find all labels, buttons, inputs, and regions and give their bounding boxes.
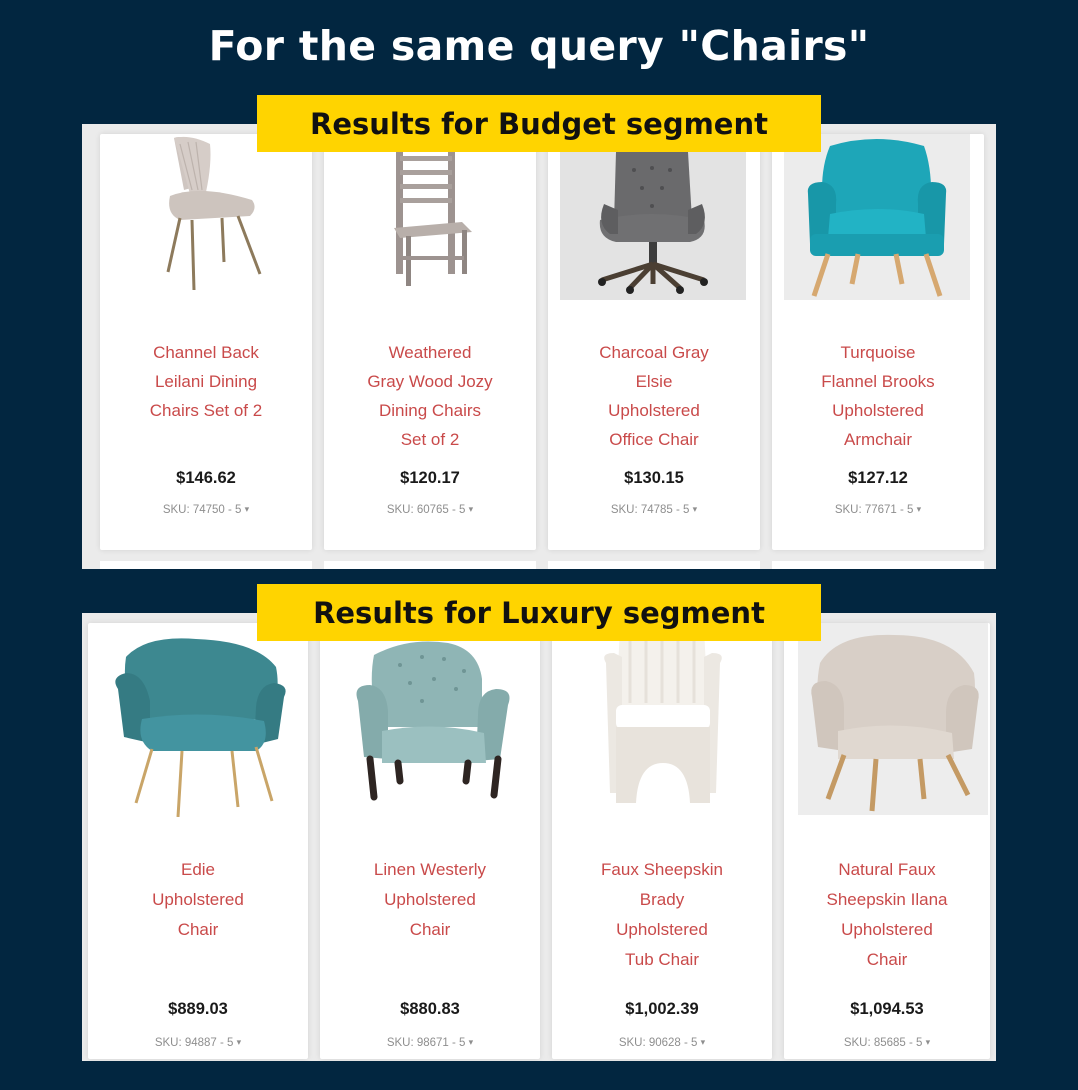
office-chair-image[interactable] (560, 134, 746, 300)
product-card[interactable] (552, 623, 772, 1059)
product-card[interactable] (772, 134, 984, 550)
product-sku[interactable]: SKU: 90628 - 5 ▾ (618, 1037, 706, 1049)
next-row-card-edge (772, 561, 984, 569)
chevron-down-icon: ▾ (916, 504, 922, 514)
product-sku[interactable]: SKU: 98671 - 5 ▾ (386, 1037, 474, 1049)
product-card[interactable] (548, 134, 760, 550)
velvet-chair-image[interactable] (106, 627, 292, 817)
product-card[interactable] (100, 134, 312, 550)
next-row-card-edge (324, 561, 536, 569)
budget-results-panel (82, 124, 996, 569)
chevron-down-icon: ▾ (925, 1037, 931, 1047)
product-sku[interactable]: SKU: 77671 - 5 ▾ (834, 504, 922, 516)
budget-segment-banner: Results for Budget segment (257, 95, 821, 152)
product-card[interactable] (784, 623, 990, 1059)
product-sku[interactable]: SKU: 74785 - 5 ▾ (610, 504, 698, 516)
product-sku[interactable]: SKU: 85685 - 5 ▾ (843, 1037, 931, 1049)
product-sku[interactable]: SKU: 94887 - 5 ▾ (154, 1037, 242, 1049)
tufted-chair-image[interactable] (338, 635, 524, 805)
chevron-down-icon: ▾ (236, 1037, 242, 1047)
product-price: $1,002.39 (625, 1000, 699, 1018)
sheepskin-chair-image[interactable] (798, 623, 988, 815)
product-price: $127.12 (848, 469, 908, 487)
armchair-image[interactable] (784, 134, 970, 300)
page-headline: For the same query "Chairs" (208, 22, 870, 70)
product-sku[interactable]: SKU: 74750 - 5 ▾ (162, 504, 250, 516)
product-card[interactable] (320, 623, 540, 1059)
luxury-segment-banner: Results for Luxury segment (257, 584, 821, 641)
product-price: $130.15 (624, 469, 684, 487)
dining-chair-image[interactable] (140, 134, 272, 304)
product-price: $1,094.53 (850, 1000, 924, 1018)
product-name[interactable]: Linen Westerly Upholstered Chair (373, 860, 487, 939)
chevron-down-icon: ▾ (468, 504, 474, 514)
product-name[interactable]: Turquoise Flannel Brooks Upholstered Armchair (821, 343, 935, 449)
product-price: $146.62 (176, 469, 236, 487)
product-name[interactable]: Charcoal Gray Elsie Upholstered Office Chair (599, 343, 709, 449)
product-name[interactable]: Edie Upholstered Chair (152, 860, 244, 939)
next-row-card-edge (548, 561, 760, 569)
wood-chair-image[interactable] (364, 136, 496, 286)
product-name[interactable]: Weathered Gray Wood Jozy Dining Chairs Set of 2 (367, 343, 493, 449)
tub-chair-image[interactable] (570, 623, 756, 817)
product-name[interactable]: Faux Sheepskin Brady Upholstered Tub Chair (601, 860, 723, 969)
product-card[interactable] (88, 623, 308, 1059)
product-sku[interactable]: SKU: 60765 - 5 ▾ (386, 504, 474, 516)
chevron-down-icon: ▾ (692, 504, 698, 514)
chevron-down-icon: ▾ (700, 1037, 706, 1047)
product-card[interactable] (324, 134, 536, 550)
luxury-results-panel (82, 613, 996, 1061)
chevron-down-icon: ▾ (468, 1037, 474, 1047)
product-price: $889.03 (168, 1000, 228, 1018)
product-price: $120.17 (400, 469, 460, 487)
next-row-card-edge (100, 561, 312, 569)
product-name[interactable]: Channel Back Leilani Dining Chairs Set of 2 (149, 343, 263, 420)
product-price: $880.83 (400, 1000, 460, 1018)
chevron-down-icon: ▾ (244, 504, 250, 514)
product-name[interactable]: Natural Faux Sheepskin Ilana Upholstered Chair (826, 860, 948, 969)
